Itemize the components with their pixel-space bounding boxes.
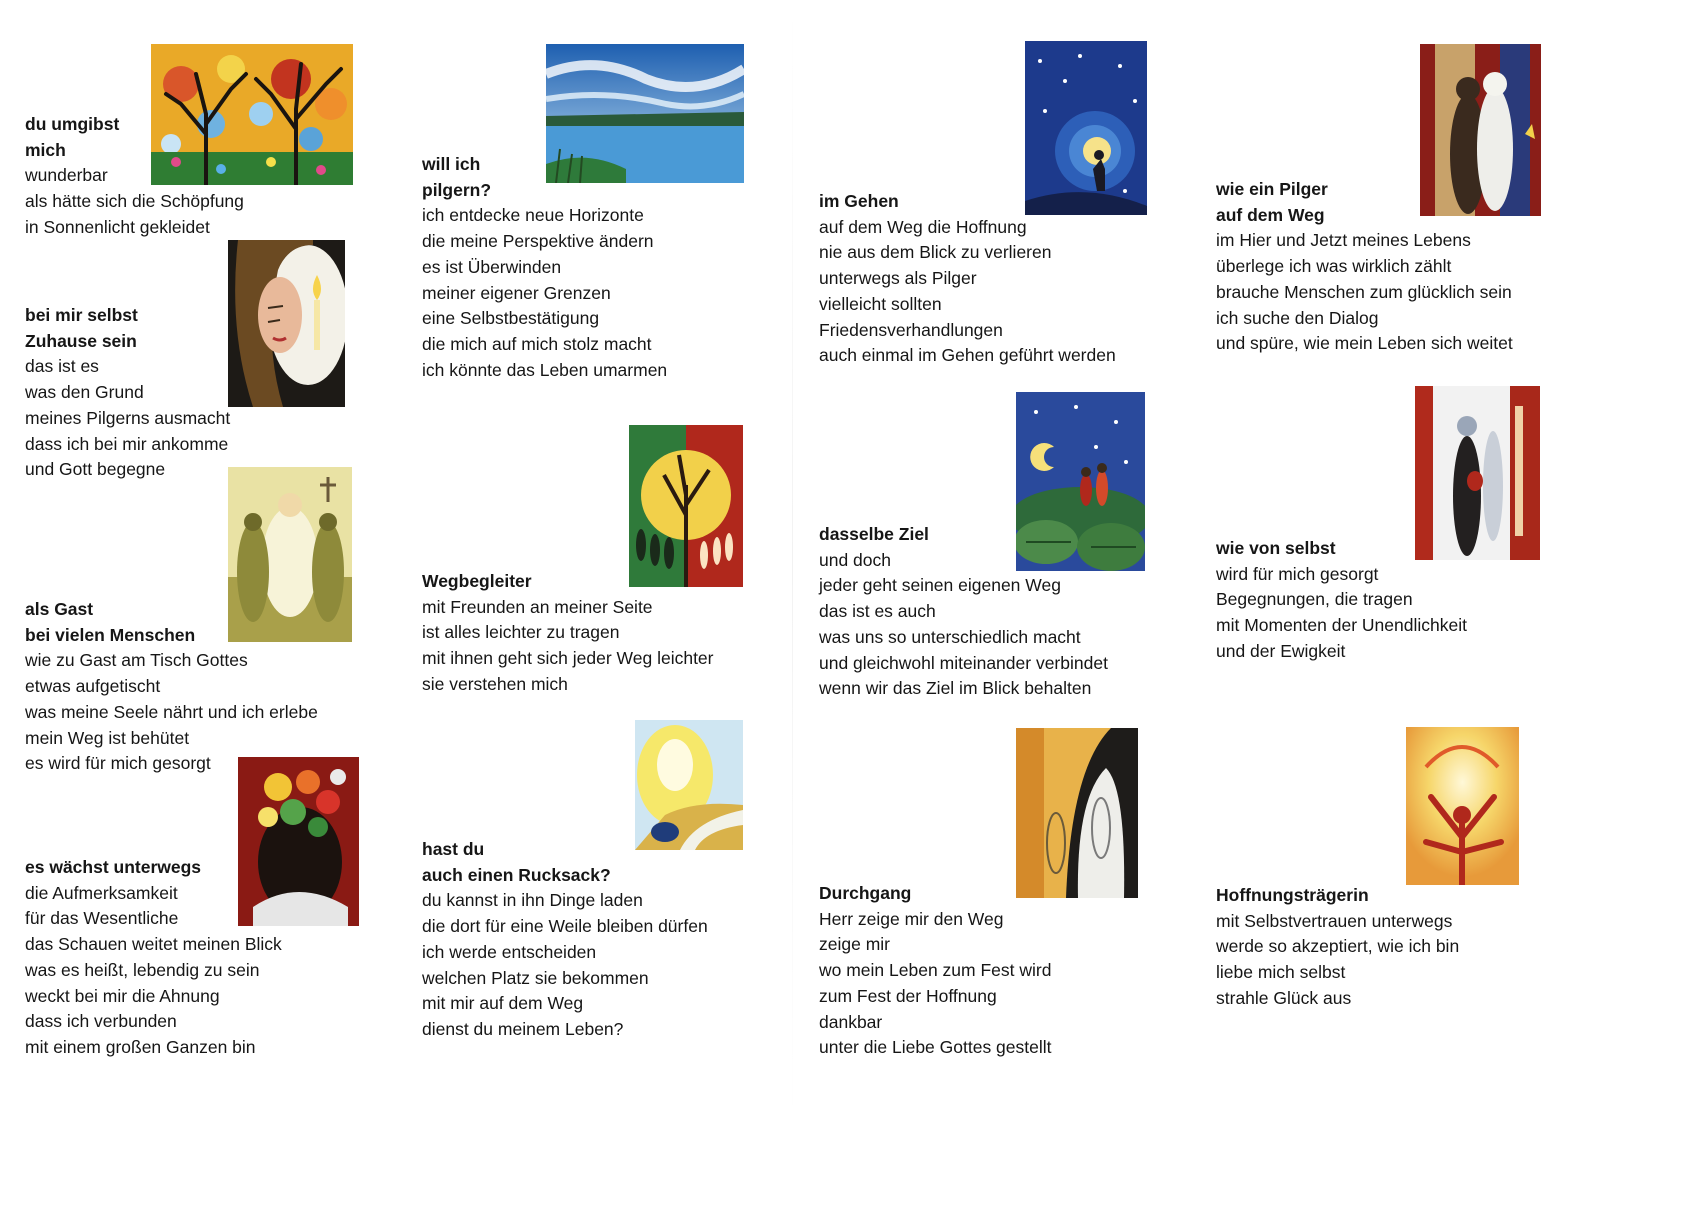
person-icon <box>1415 386 1540 560</box>
stanza-im-gehen <box>819 189 1116 369</box>
poem-line: wo mein Leben zum Fest wird <box>819 960 1052 981</box>
flame-icon <box>1406 727 1519 885</box>
poem-line: mit ihnen geht sich jeder Weg leichter <box>422 648 714 669</box>
poem-line: wunderbar <box>25 165 108 186</box>
person-icon <box>228 467 352 642</box>
poem-heading-line: Durchgang <box>819 883 912 903</box>
poem-heading-line: im Gehen <box>819 191 899 211</box>
poem-line: strahle Glück aus <box>1216 987 1352 1008</box>
person-icon <box>1420 44 1541 216</box>
poem-line: mit mir auf dem Weg <box>422 993 584 1014</box>
poem-line: dienst du meinem Leben? <box>422 1018 624 1039</box>
poem-line: was es heißt, lebendig zu sein <box>25 959 260 980</box>
poem-line: ich suche den Dialog <box>1216 307 1379 328</box>
lake-icon <box>546 44 744 183</box>
stanza-will-ich-pilgern <box>422 152 667 383</box>
stanza-hast-du-rucksack <box>422 837 708 1043</box>
lake-landscape-painting <box>546 44 744 183</box>
poem-heading-line: es wächst unterwegs <box>25 857 202 877</box>
woman-candle-painting <box>228 240 345 407</box>
poem-line: mit Momenten der Unendlichkeit <box>1216 615 1467 636</box>
poem-line: auf dem Weg die Hoffnung <box>819 216 1027 237</box>
poem-line: du kannst in ihn Dinge laden <box>422 890 643 911</box>
poem-line: was uns so unterschiedlich macht <box>819 626 1081 647</box>
trees-painting <box>151 44 353 185</box>
poem-line: dass ich bei mir ankomme <box>25 433 229 454</box>
poem-heading-line: pilgern? <box>422 179 492 200</box>
poem-line: die mich auf mich stolz macht <box>422 333 652 354</box>
poem-line: das ist es auch <box>819 601 936 622</box>
poem-line: was meine Seele nährt und ich erlebe <box>25 701 318 722</box>
moon-icon <box>1016 392 1145 571</box>
poem-line: es ist Überwinden <box>422 256 562 277</box>
poem-line: überlege ich was wirklich zählt <box>1216 256 1452 277</box>
poem-line: Herr zeige mir den Weg <box>819 908 1004 929</box>
poem-line: mit einem großen Ganzen bin <box>25 1036 256 1057</box>
poem-line: es wird für mich gesorgt <box>25 753 211 774</box>
poem-line: als hätte sich die Schöpfung <box>25 191 244 212</box>
poem-line: und spüre, wie mein Leben sich weitet <box>1216 333 1513 354</box>
poem-line: im Hier und Jetzt meines Lebens <box>1216 230 1471 251</box>
poem-heading-line: Wegbegleiter <box>422 571 532 591</box>
poem-line: wie zu Gast am Tisch Gottes <box>25 650 248 671</box>
poem-line: was den Grund <box>25 382 144 403</box>
poem-line: ich könnte das Leben umarmen <box>422 359 668 380</box>
poem-line: wird für mich gesorgt <box>1216 563 1379 584</box>
star-icon <box>1025 41 1147 215</box>
hope-bearer-painting <box>1406 727 1519 885</box>
stanza-bei-mir-selbst <box>25 303 230 483</box>
poem-line: auch einmal im Gehen geführt werden <box>819 345 1116 366</box>
poem-line: mit Freunden an meiner Seite <box>422 596 653 617</box>
doorway-icon <box>1016 728 1138 898</box>
guest-figures-painting <box>228 467 352 642</box>
poem-line: brauche Menschen zum glücklich sein <box>1216 281 1512 302</box>
poem-line: dankbar <box>819 1011 883 1032</box>
angel-icon <box>635 720 743 850</box>
poem-line: mein Weg ist behütet <box>25 727 190 748</box>
poem-line: dass ich verbunden <box>25 1011 177 1032</box>
poem-line: liebe mich selbst <box>1216 962 1346 983</box>
standing-figures-painting <box>1415 386 1540 560</box>
starry-night-walker-painting <box>1025 41 1147 215</box>
poem-line: jeder geht seinen eigenen Weg <box>819 575 1061 596</box>
poem-line: ich entdecke neue Horizonte <box>422 205 644 226</box>
stanza-wegbegleiter <box>422 569 714 698</box>
poem-line: für das Wesentliche <box>25 908 179 929</box>
poem-heading-line: als Gast <box>25 599 94 619</box>
poem-line: zum Fest der Hoffnung <box>819 985 997 1006</box>
poem-line: die meine Perspektive ändern <box>422 231 654 252</box>
poem-line: in Sonnenlicht gekleidet <box>25 216 210 237</box>
poem-line: das Schauen weitet meinen Blick <box>25 934 282 955</box>
poem-line: die dort für eine Weile bleiben dürfen <box>422 916 708 937</box>
pilgrim-silhouettes-painting <box>1420 44 1541 216</box>
stanza-durchgang <box>819 881 1052 1061</box>
poem-heading-line: will ich <box>422 154 481 174</box>
poem-line: ich werde entscheiden <box>422 941 597 962</box>
poem-line: meines Pilgerns ausmacht <box>25 407 231 428</box>
stanza-hoffnungstraegerin <box>1216 883 1459 1012</box>
poem-heading-line: wie ein Pilger <box>1216 179 1328 199</box>
poem-line: unter die Liebe Gottes gestellt <box>819 1037 1052 1058</box>
poem-line: eine Selbstbestätigung <box>422 308 600 329</box>
poem-line: unterwegs als Pilger <box>819 268 977 289</box>
poem-line: welchen Platz sie bekommen <box>422 967 649 988</box>
poem-line: wenn wir das Ziel im Blick behalten <box>819 678 1092 699</box>
poem-line: mit Selbstvertrauen unterwegs <box>1216 910 1453 931</box>
poem-heading-line: Zuhause sein <box>25 330 137 351</box>
poem-heading-line: dasselbe Ziel <box>819 524 929 544</box>
candle-icon <box>228 240 345 407</box>
poem-line: und doch <box>819 549 892 570</box>
poem-line: nie aus dem Blick zu verlieren <box>819 242 1052 263</box>
poem-line: Friedensverhandlungen <box>819 319 1003 340</box>
tree-figures-painting <box>629 425 743 587</box>
tree-icon <box>629 425 743 587</box>
poem-line: die Aufmerksamkeit <box>25 882 178 903</box>
poem-heading-line: mich <box>25 139 66 160</box>
poem-heading-line: wie von selbst <box>1216 538 1336 558</box>
poem-line: und Gott begegne <box>25 459 166 480</box>
poem-line: meiner eigener Grenzen <box>422 282 611 303</box>
poem-heading-line: auf dem Weg <box>1216 204 1325 225</box>
page-fold <box>792 0 793 1127</box>
poem-heading-line: Hoffnungsträgerin <box>1216 885 1369 905</box>
poem-heading-line: du umgibst <box>25 114 120 134</box>
two-children-moon-painting <box>1016 392 1145 571</box>
angel-path-painting <box>635 720 743 850</box>
poem-line: weckt bei mir die Ahnung <box>25 985 220 1006</box>
passage-figures-painting <box>1016 728 1138 898</box>
poem-heading-line: bei vielen Menschen <box>25 624 196 645</box>
poem-line: und gleichwohl miteinander verbindet <box>819 652 1108 673</box>
poem-line: etwas aufgetischt <box>25 676 161 697</box>
poem-line: Begegnungen, die tragen <box>1216 589 1413 610</box>
poem-heading-line: bei mir selbst <box>25 305 138 325</box>
poem-line: vielleicht sollten <box>819 293 942 314</box>
flower-icon <box>238 757 359 926</box>
poem-line: werde so akzeptiert, wie ich bin <box>1216 936 1460 957</box>
flower-head-painting <box>238 757 359 926</box>
poem-line: sie verstehen mich <box>422 673 568 694</box>
tree-icon <box>151 44 353 185</box>
poem-heading-line: hast du <box>422 839 485 859</box>
poem-heading-line: auch einen Rucksack? <box>422 864 611 885</box>
poem-line: und der Ewigkeit <box>1216 640 1346 661</box>
poem-line: ist alles leichter zu tragen <box>422 622 620 643</box>
poem-line: zeige mir <box>819 934 890 955</box>
poem-line: das ist es <box>25 356 99 377</box>
